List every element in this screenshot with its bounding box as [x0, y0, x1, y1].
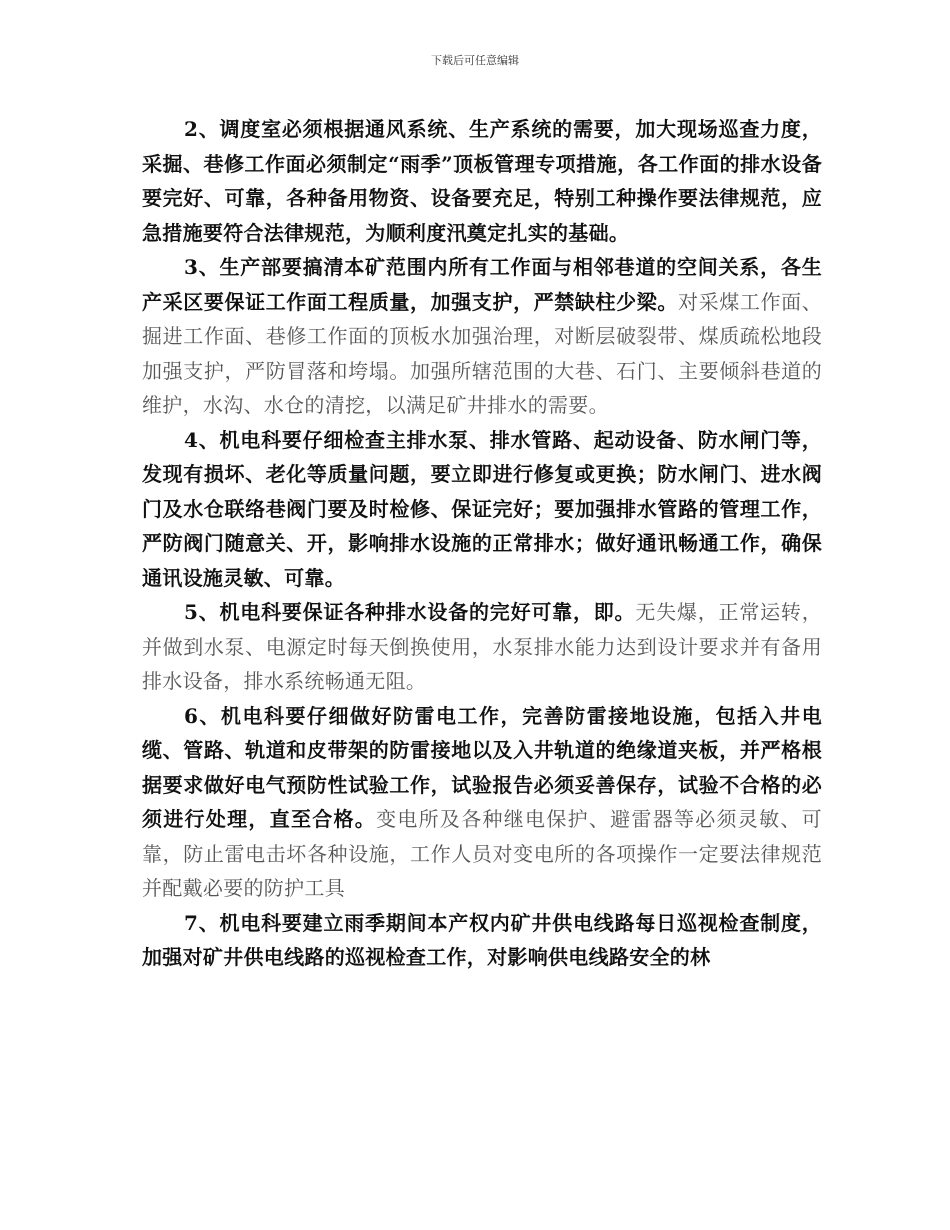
- paragraph-2-bold-text: 2、调度室必须根据通风系统、生产系统的需要，加大现场巡查力度，采掘、巷修工作面必须制定“雨季”顶板管理专项措施，各工作面的排水设备要完好、可靠，各种备用物资、设备要充足，特别工种操作要法律规范，应急措施要符合法律规范，为顺利度汛奠定扎实的基础。: [142, 117, 822, 245]
- paragraph-3-light-text: 对采煤工作面、掘进工作面、巷修工作面的顶板水加强治理，对断层破裂带、煤质疏松地段加强支护，严防冒落和垮塌。加强所辖范围的大巷、石门、主要倾斜巷道的维护，水沟、水仓的清挖，以满足矿井排水的需要。: [142, 289, 822, 417]
- document-body: [142, 112, 822, 975]
- paragraph-7-bold-text: 7、机电科要建立雨季期间本产权内矿井供电线路每日巡视检查制度，加强对矿井供电线路的巡视检查工作，对影响供电线路安全的林: [142, 910, 822, 969]
- paragraph-6: [142, 699, 822, 906]
- page-header: 下载后可任意编辑: [431, 54, 519, 67]
- paragraph-4-bold-text: 4、机电科要仔细检查主排水泵、排水管路、起动设备、防水闸门等，发现有损坏、老化等质量问题，要立即进行修复或更换；防水闸门、进水阀门及水仓联络巷阀门要及时检修、保证完好；要加强排水管路的管理工作，严防阀门随意关、开，影响排水设施的正常排水；做好通讯畅通工作，确保通讯设施灵敏、可靠。: [142, 427, 822, 590]
- paragraph-6-light-text: 变电所及各种继电保护、避雷器等必须灵敏、可靠，防止雷电击坏各种设施，工作人员对变电所的各项操作一定要法律规范并配戴必要的防护工具: [142, 807, 822, 900]
- paragraph-6-bold-text: 6、机电科要仔细做好防雷电工作，完善防雷接地设施，包括入井电缆、管路、轨道和皮带架的防雷接地以及入井轨道的绝缘道夹板，并严格根据要求做好电气预防性试验工作，试验报告必须妥善保存，试验不合格的必须进行处理，直至合格。: [142, 703, 822, 831]
- paragraph-4: [142, 423, 822, 596]
- paragraph-3-bold-text: 3、生产部要搞清本矿范围内所有工作面与相邻巷道的空间关系，各生产采区要保证工作面工程质量，加强支护，严禁缺柱少梁。: [142, 255, 822, 314]
- paragraph-3: [142, 250, 822, 423]
- paragraph-5-light-text: 无失爆，正常运转，并做到水泵、电源定时每天倒换使用，水泵排水能力达到设计要求并有备用排水设备，排水系统畅通无阻。: [142, 600, 823, 693]
- paragraph-7: [142, 906, 822, 975]
- paragraph-5: [142, 595, 822, 699]
- paragraph-2: [142, 112, 822, 250]
- paragraph-5-bold-text: 5、机电科要保证各种排水设备的完好可靠，即。: [184, 600, 636, 624]
